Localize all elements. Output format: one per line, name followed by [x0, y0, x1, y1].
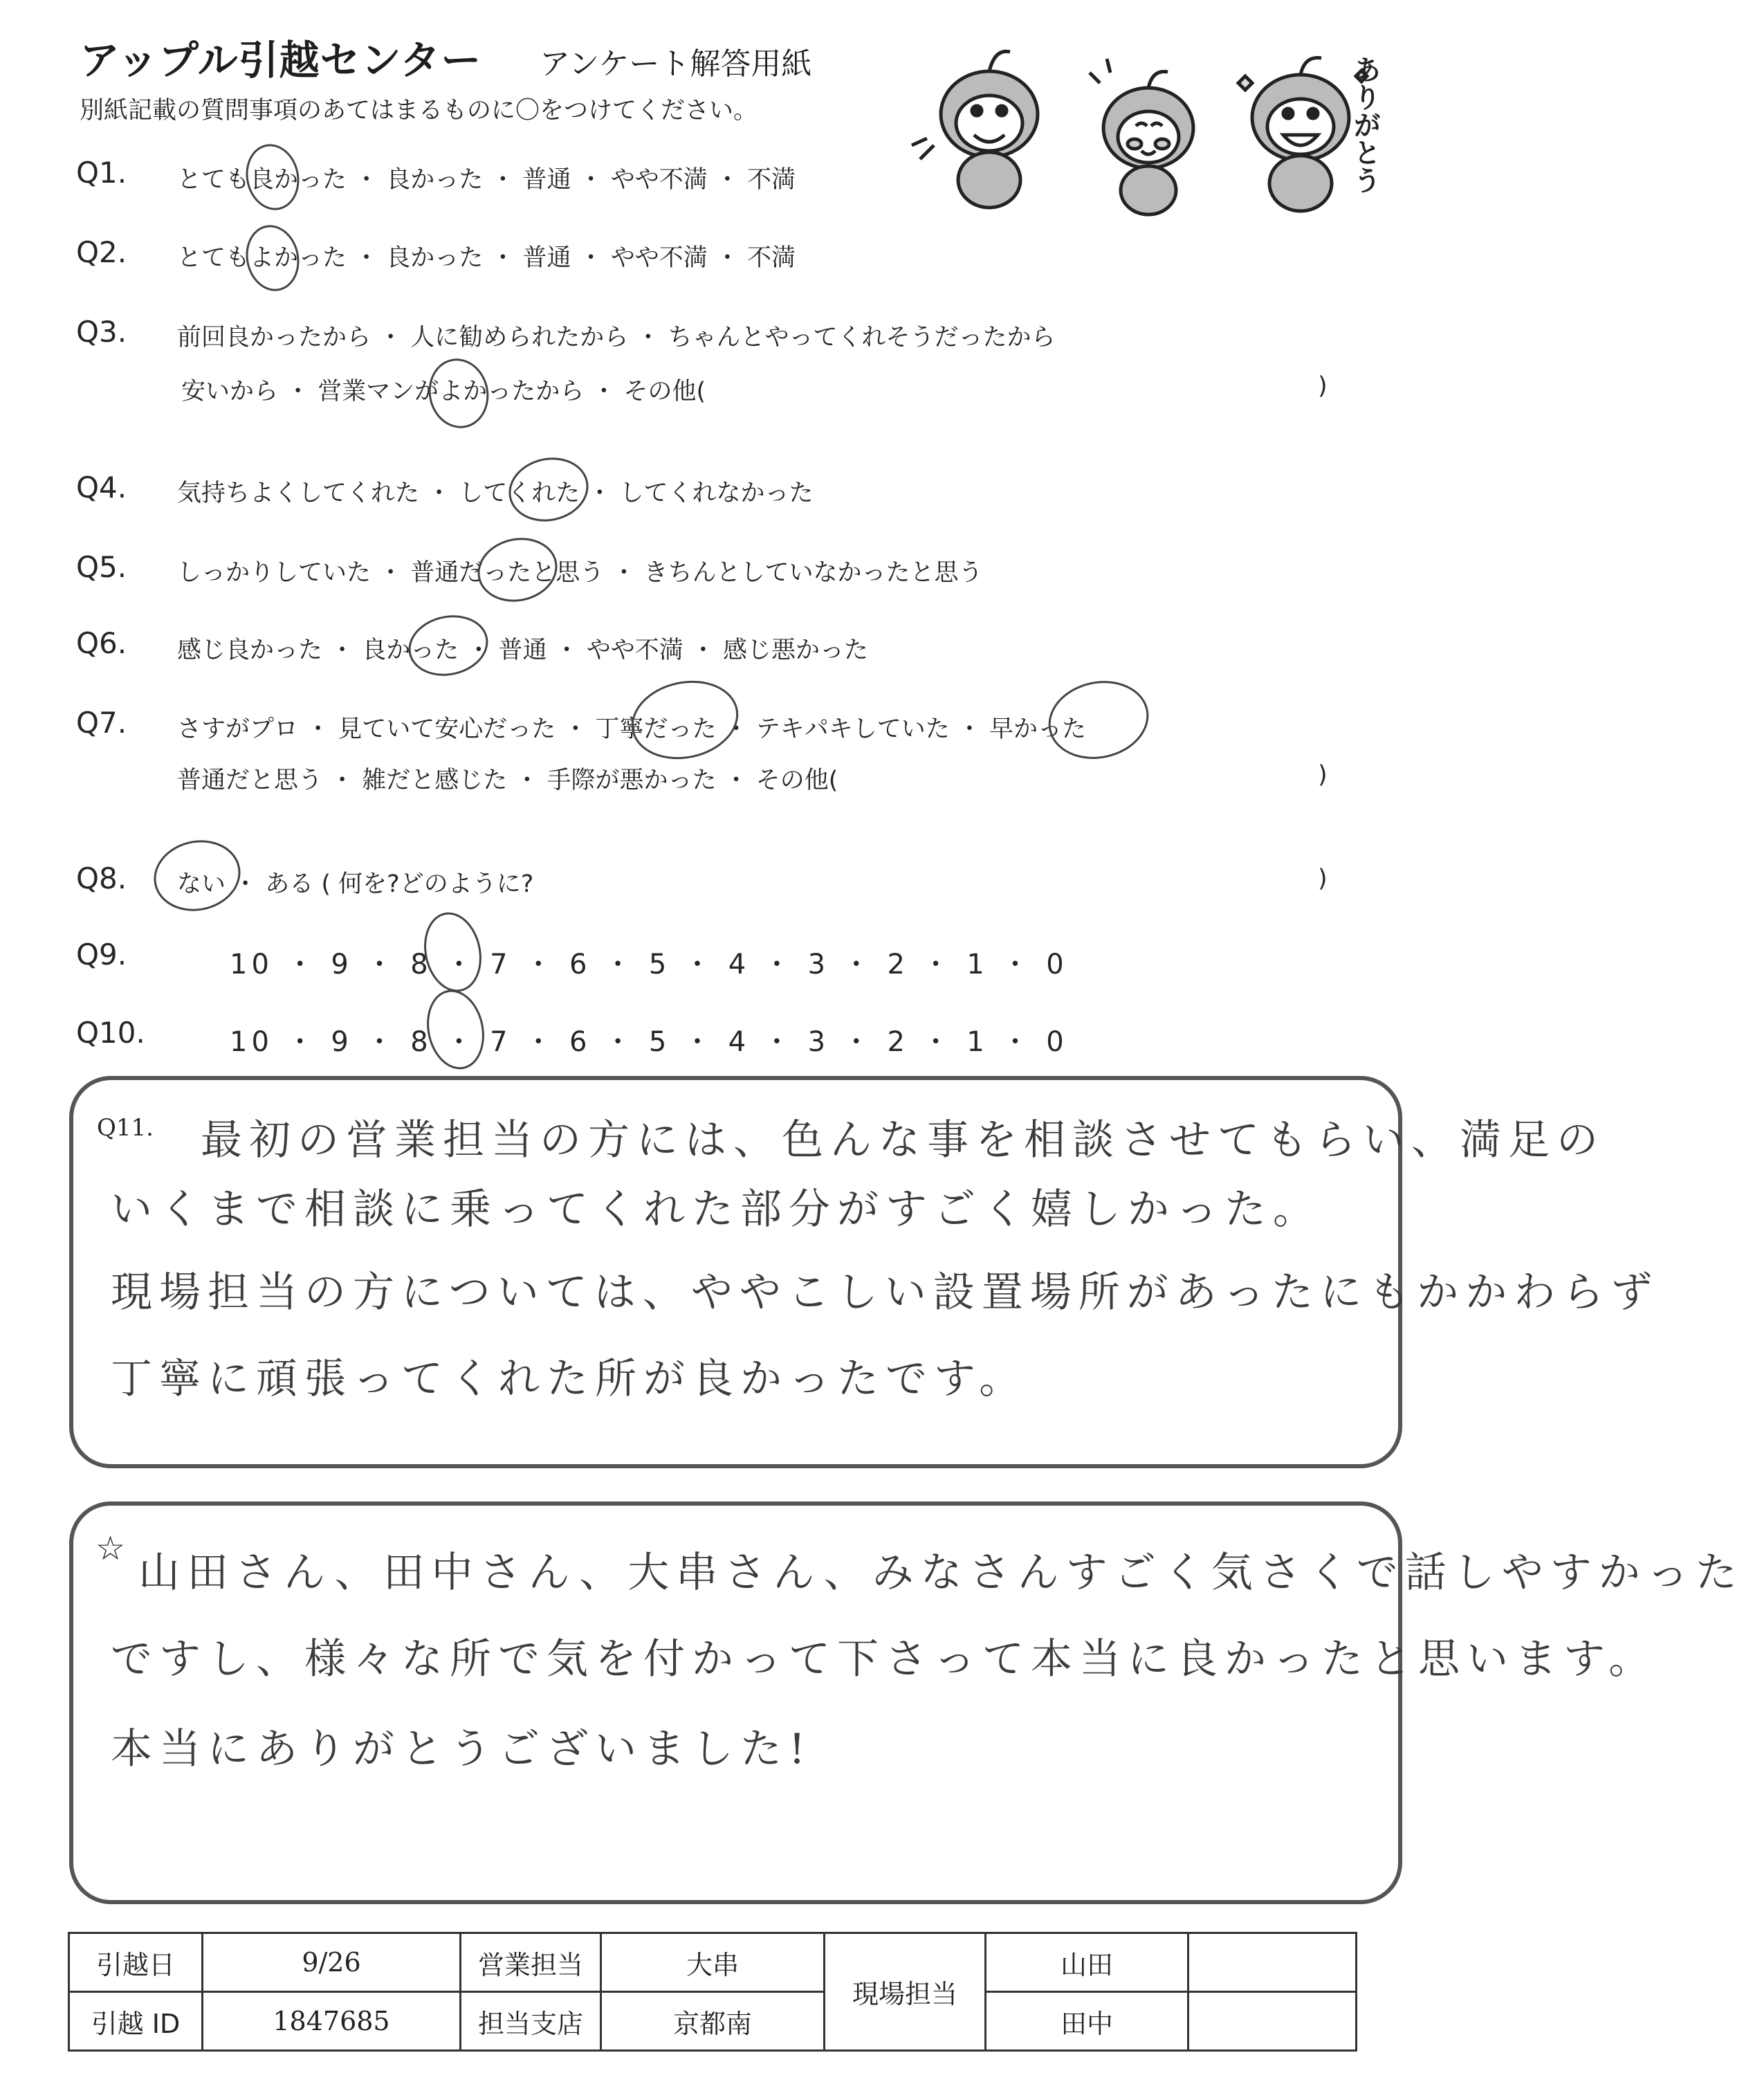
q11-label: Q11.	[97, 1114, 154, 1142]
mascot-bowing	[912, 51, 1038, 208]
q6-label: Q6.	[76, 626, 127, 660]
q10-label: Q10.	[76, 1016, 145, 1050]
q10-answer-circle	[420, 985, 491, 1075]
site-extra-cell-2[interactable]	[1188, 1992, 1357, 2051]
q11-comment-line-3: 現場担当の方については、ややこしい設置場所があったにもかかわらず	[111, 1268, 1660, 1317]
star-comment-line-2: ですし、様々な所で気を付かって下さって本当に良かったと思います。	[111, 1635, 1658, 1683]
q7-paren-close: )	[1318, 761, 1328, 789]
q8-options[interactable]: ない ・ ある ( 何を?どのように?	[177, 870, 534, 898]
q11-comment-line-1: 最初の営業担当の方には、色んな事を相談させてもらい、満足の	[201, 1116, 1605, 1165]
star-icon: ☆	[95, 1529, 126, 1568]
q8-answer-circle	[147, 832, 247, 919]
site-value-2[interactable]: 田中	[986, 1992, 1188, 2051]
q8-paren-close: )	[1318, 865, 1328, 893]
move-date-value[interactable]: 9/26	[203, 1933, 461, 1992]
q1-label: Q1.	[76, 156, 127, 190]
move-id-label: 引越 ID	[69, 1992, 203, 2051]
q3-options-line1[interactable]: 前回良かったから ・ 人に勧められたから ・ ちゃんとやってくれそうだったから	[177, 324, 1056, 351]
site-label: 現場担当	[825, 1933, 986, 2051]
thanks-lettering: ありがとう	[1349, 55, 1381, 194]
company-title: アップル引越センター	[80, 37, 482, 84]
q7-options-line2[interactable]: 普通だと思う ・ 雑だと感じた ・ 手際が悪かった ・ その他(	[177, 767, 838, 794]
q3-options-line2[interactable]: 安いから ・ 営業マンがよかったから ・ その他(	[181, 378, 706, 405]
q7-answer-circle-teinei	[624, 671, 746, 769]
q10-scale[interactable]: 10 ・ 9 ・ 8 ・ 7 ・ 6 ・ 5 ・ 4 ・ 3 ・ 2 ・ 1 ・ 0	[230, 1026, 1068, 1058]
q5-label: Q5.	[76, 550, 127, 584]
q3-label: Q3.	[76, 315, 127, 349]
mascot-cheering	[1090, 59, 1193, 214]
q7-answer-circle-hayakatta	[1041, 672, 1156, 768]
q9-label: Q9.	[76, 938, 127, 971]
q1-options[interactable]: とても良かった ・ 良かった ・ 普通 ・ やや不満 ・ 不満	[177, 166, 796, 194]
q2-label: Q2.	[76, 235, 127, 269]
q7-options-line1[interactable]: さすがプロ ・ 見ていて安心だった ・ 丁寧だった ・ テキパキしていた ・ 早かった	[177, 715, 1087, 743]
q4-options[interactable]: 気持ちよくしてくれた ・ してくれた ・ してくれなかった	[177, 480, 814, 507]
form-subtitle: アンケート解答用紙	[540, 46, 812, 82]
q2-options[interactable]: とてもよかった ・ 良かった ・ 普通 ・ やや不満 ・ 不満	[177, 244, 796, 272]
q2-answer-circle	[240, 220, 305, 296]
q8-label: Q8.	[76, 861, 127, 895]
sales-label: 営業担当	[461, 1933, 601, 1992]
q3-answer-circle	[422, 353, 495, 434]
q11-comment-line-2: いくまで相談に乗ってくれた部分がすごく嬉しかった。	[111, 1185, 1321, 1234]
star-comment-line-3: 本当にありがとうございました!	[111, 1725, 813, 1773]
mascot-illustration	[913, 42, 1384, 221]
q4-label: Q4.	[76, 471, 127, 504]
branch-label: 担当支店	[461, 1992, 601, 2051]
q4-answer-circle	[503, 450, 594, 529]
move-date-label: 引越日	[69, 1933, 203, 1992]
site-extra-cell-1[interactable]	[1188, 1933, 1357, 1992]
q7-label: Q7.	[76, 706, 127, 740]
q3-paren-close: )	[1318, 372, 1328, 400]
q1-answer-circle	[240, 139, 305, 215]
q6-answer-circle	[403, 608, 493, 683]
q6-options[interactable]: 感じ良かった ・ 良かった ・ 普通 ・ やや不満 ・ 感じ悪かった	[177, 637, 869, 664]
sales-value[interactable]: 大串	[601, 1933, 825, 1992]
q5-options[interactable]: しっかりしていた ・ 普通だったと思う ・ きちんとしていなかったと思う	[177, 559, 983, 587]
branch-value[interactable]: 京都南	[601, 1992, 825, 2051]
move-info-table	[68, 1932, 1357, 2052]
q11-comment-line-4: 丁寧に頑張ってくれた所が良かったです。	[111, 1355, 1028, 1403]
q9-answer-circle	[417, 907, 488, 997]
star-comment-line-1: 山田さん、田中さん、大串さん、みなさんすごく気さくで話しやすかった	[138, 1549, 1744, 1597]
move-id-value[interactable]: 1847685	[203, 1992, 461, 2051]
site-value-1[interactable]: 山田	[986, 1933, 1188, 1992]
q9-scale[interactable]: 10 ・ 9 ・ 8 ・ 7 ・ 6 ・ 5 ・ 4 ・ 3 ・ 2 ・ 1 ・ 0	[230, 949, 1068, 980]
q5-answer-circle	[472, 531, 563, 609]
instruction-text: 別紙記載の質問事項のあてはまるものに〇をつけてください。	[80, 97, 758, 125]
